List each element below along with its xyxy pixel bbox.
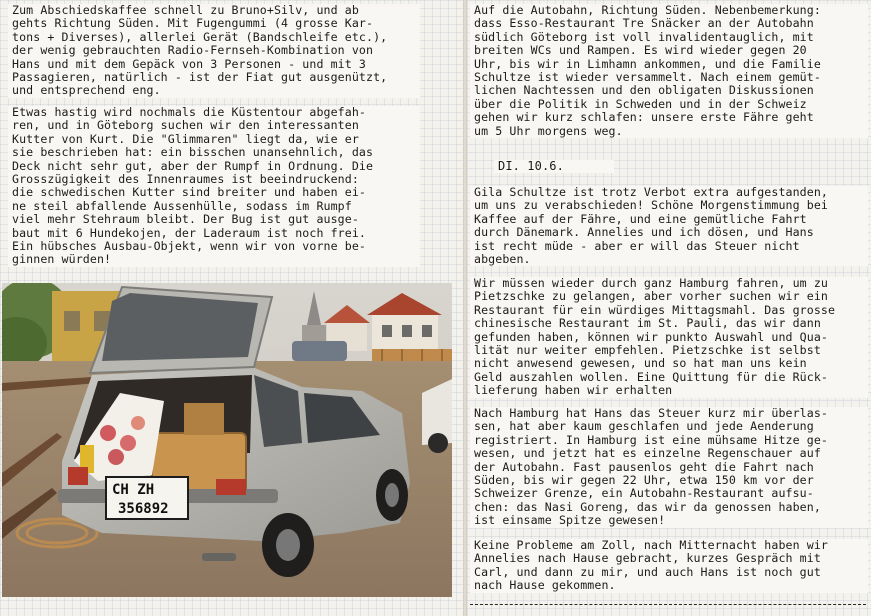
plate-canton: CH ZH: [112, 482, 155, 498]
text-line: Pietzschke zu gelangen, aber vorher suchen wir ein: [474, 289, 829, 304]
text-line: Grosszügigkeit des Innenraumes ist beeindruckend:: [12, 172, 359, 187]
car-photo: [2, 283, 452, 597]
text-line: Nach Hamburg hat Hans das Steuer kurz mir überlas-: [474, 406, 829, 420]
text-line: lichen Nachtessen und den obligaten Diskussionen: [474, 83, 814, 98]
text-line: viel mehr Stehraum bleibt. Der Bug ist gut ausge-: [12, 212, 359, 227]
text-line: Gila Schultze ist trotz Verbot extra aufgestanden,: [474, 185, 829, 199]
text-line: sen, hat aber kaum geschlafen und jede Aenderung: [474, 419, 814, 434]
text-line: Zum Abschiedskaffee schnell zu Bruno+Silv, und ab: [12, 3, 359, 17]
text-line: breiten WCs und Rampen. Es wird wieder gegen 20: [474, 43, 807, 58]
car-photo-illustration: [2, 283, 452, 597]
text-line: Deck nicht sehr gut, aber der Rumpf in Ordnung. Die: [12, 158, 374, 173]
text-line: ne steil abfallende Aussenhülle, sodass im Rumpf: [12, 198, 352, 213]
date-heading: [494, 160, 614, 173]
text-line: der wenig gebrauchten Radio-Fernseh-Kombination von: [12, 43, 374, 58]
left-paragraph-1: [8, 4, 420, 98]
right-paragraph-5: [470, 539, 868, 593]
text-line: über die Politik in Schweden und in der Schweiz: [474, 96, 807, 111]
text-line: durch Dänemark. Annelies und ich dösen, und Hans: [474, 225, 814, 240]
text-line: nicht anwesend gewesen, und so hat man uns kein: [474, 356, 807, 371]
right-paragraph-3: [470, 277, 868, 398]
text-line: wesen, und jetzt hat es einzelne Regenschauer auf: [474, 446, 821, 461]
left-paragraph-2: [8, 106, 420, 267]
text-line: lität nur weiter empfehlen. Pietzschke ist selbst: [474, 343, 821, 358]
text-line: gehen wir kurz schlafen: unsere erste Fähre geht: [474, 110, 814, 125]
text-line: Keine Probleme am Zoll, nach Mitternacht haben wir: [474, 538, 829, 552]
text-line: gefunden haben, können wir punkto Auswahl und Qua-: [474, 329, 829, 344]
text-line: nach Hause gekommen.: [474, 578, 616, 593]
text-line: tons + Diverses), allerlei Gerät (Bandschleife etc.),: [12, 29, 388, 44]
text-line: südlich Göteborg ist voll invalidentauglich, mit: [474, 29, 814, 44]
text-line: Schweizer Grenze, ein Autobahn-Restaurant aufsu-: [474, 486, 814, 501]
text-line: sie beschrieben hat: ein bisschen unansehnlich, das: [12, 145, 374, 160]
text-line: Kutter von Kurt. Die "Glimmaren" liegt da, wie er: [12, 131, 359, 146]
text-line: Annelies nach Hause gebracht, kurzes Gespräch mit: [474, 551, 821, 566]
text-line: Restaurant für ein würdiges Mittagsmahl. Das grosse: [474, 302, 836, 317]
text-line: ren, und in Göteborg suchen wir den interessanten: [12, 118, 359, 133]
text-line: Kaffee auf der Fähre, und eine gemütliche Fahrt: [474, 211, 807, 226]
text-line: dass Esso-Restaurant Tre Snäcker an der Autobahn: [474, 16, 814, 31]
text-line: Süden, bis wir gegen 22 Uhr, etwa 150 km vor der: [474, 473, 814, 488]
text-line: Carl, und dann zu mir, und auch Hans ist noch gut: [474, 564, 821, 579]
text-line: Wir müssen wieder durch ganz Hamburg fahren, um zu: [474, 276, 829, 290]
text-line: chen: das Nasi Goreng, das wir da genossen haben,: [474, 499, 821, 514]
text-line: gehts Richtung Süden. Mit Fugengummi (4 grosse Kar-: [12, 16, 374, 31]
right-paragraph-1: [470, 4, 868, 138]
text-line: abgeben.: [474, 252, 531, 267]
text-line: registriert. In Hamburg ist eine mühsame Hitze ge-: [474, 432, 829, 447]
text-line: baut mit 6 Hundekojen, der Laderaum ist noch frei.: [12, 225, 367, 240]
text-line: Auf die Autobahn, Richtung Süden. Nebenbemerkung:: [474, 3, 821, 17]
text-line: Ein hübsches Ausbau-Objekt, wenn wir von vorne be-: [12, 239, 367, 254]
text-line: Etwas hastig wird nochmals die Küstentour abgefah-: [12, 105, 367, 119]
plate-number: 356892: [118, 501, 169, 517]
text-line: der Autobahn. Fast pausenlos geht die Fahrt nach: [474, 459, 814, 474]
text-line: und entsprechend eng.: [12, 83, 161, 98]
text-line: ginnen würden!: [12, 252, 112, 267]
page-seam: [463, 0, 467, 616]
right-paragraph-2: [470, 186, 868, 266]
text-line: um uns zu verabschieden! Schöne Morgenstimmung bei: [474, 198, 829, 213]
text-line: ist recht müde - aber er will das Steuer nicht: [474, 238, 800, 253]
text-line: Hans und mit dem Gepäck von 3 Personen - und mit 3: [12, 56, 367, 71]
text-line: die schwedischen Kutter sind breiter und haben ei-: [12, 185, 367, 200]
text-line: Passagieren, natürlich - ist der Fiat gut ausgenützt,: [12, 70, 388, 85]
right-paragraph-4: [470, 407, 868, 528]
text-line: um 5 Uhr morgens weg.: [474, 123, 623, 138]
text-line: ist einsame Spitze gewesen!: [474, 513, 666, 528]
dashed-divider: [470, 604, 866, 605]
text-line: lieferung haben wir erhalten: [474, 383, 673, 398]
text-line: Uhr, bis wir in Limhamn ankommen, und die Familie: [474, 56, 821, 71]
date-heading-text: DI. 10.6.: [498, 159, 564, 173]
text-line: Geld auszahlen wollen. Eine Quittung für die Rück-: [474, 369, 829, 384]
text-line: Schultze ist wieder versammelt. Nach einem gemüt-: [474, 70, 821, 85]
text-line: chinesische Restaurant im St. Pauli, das wir dann: [474, 316, 821, 331]
